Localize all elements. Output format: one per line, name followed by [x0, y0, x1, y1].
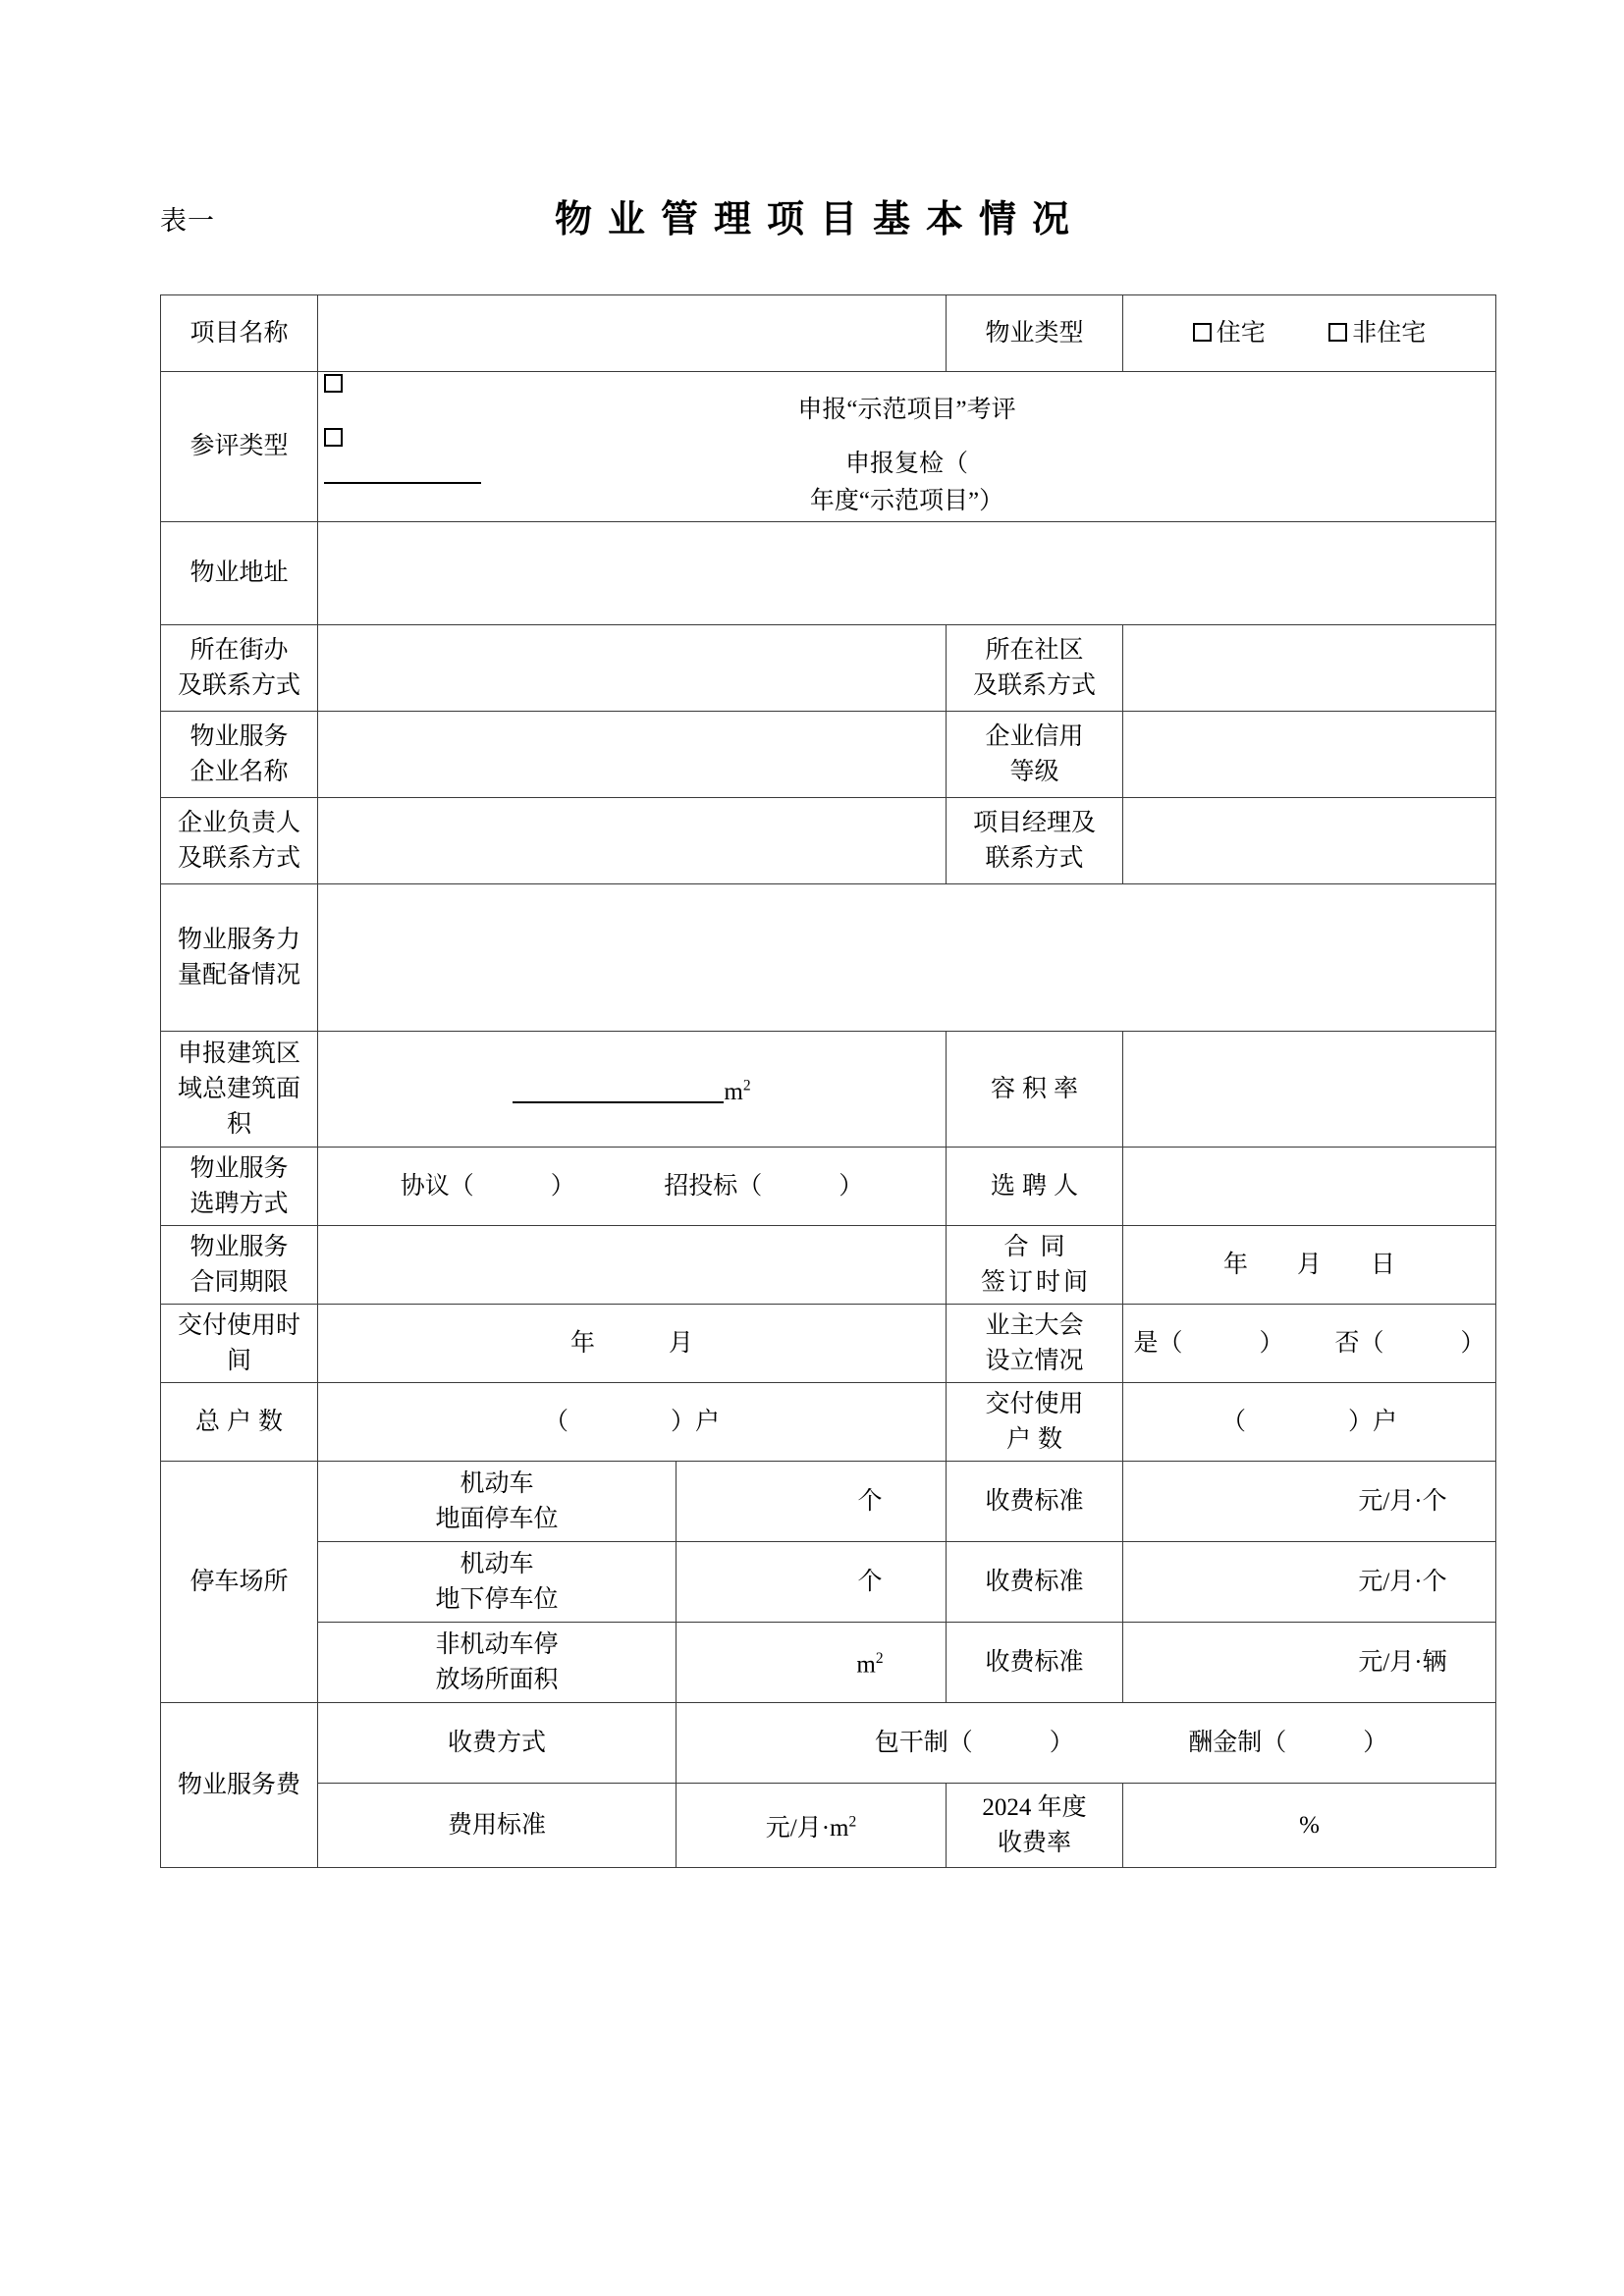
label-contract-term-line2: 合同期限	[189, 1268, 289, 1296]
charging-method-commission[interactable]: 酬金制（	[1188, 1729, 1287, 1756]
total-households-close: ）户	[671, 1408, 721, 1435]
label-parking-underground-line1: 机动车	[460, 1550, 534, 1577]
label-service-company-line2: 企业名称	[189, 758, 289, 785]
owners-meeting-no-end: ）	[1460, 1329, 1486, 1357]
value-selection-method[interactable]	[318, 1148, 947, 1226]
label-parking-surface	[318, 1462, 677, 1542]
value-contract-sign[interactable]: 年 月 日	[1123, 1226, 1496, 1305]
label-project-manager	[947, 798, 1123, 884]
parking-nonmotor-unit-sup: 2	[875, 1650, 884, 1668]
property-management-basic-info-table	[160, 294, 1496, 1868]
label-delivery-time-line1: 交付使用时	[177, 1311, 300, 1339]
label-company-head	[161, 798, 318, 884]
review-type-option-1-label: 申报“示范项目”考评	[797, 397, 1016, 423]
parking-nonmotor-unit: m	[856, 1651, 876, 1679]
value-credit-rating[interactable]	[1123, 712, 1496, 798]
label-contract-term-line1: 物业服务	[189, 1233, 289, 1260]
label-staffing	[161, 884, 318, 1032]
label-total-households: 总户数	[161, 1383, 318, 1462]
label-project-manager-line2: 联系方式	[985, 844, 1084, 872]
owners-meeting-yes-end: ）	[1259, 1329, 1284, 1357]
value-collection-rate[interactable]: %	[1123, 1784, 1496, 1868]
label-community-line2: 及联系方式	[972, 671, 1096, 699]
table-row-parking-surface	[161, 1462, 1496, 1542]
label-community	[947, 625, 1123, 712]
label-delivery-time-line2: 间	[226, 1347, 251, 1374]
label-parking-nonmotor	[318, 1623, 677, 1703]
label-company-head-line2: 及联系方式	[177, 844, 300, 872]
value-selector[interactable]	[1123, 1148, 1496, 1226]
declared-area-unit: m	[724, 1078, 743, 1105]
selection-option-bidding-end: ）	[839, 1172, 864, 1200]
owners-meeting-yes[interactable]: 是（	[1133, 1329, 1183, 1357]
label-residential: 住宅	[1216, 319, 1266, 347]
label-service-fee: 物业服务费	[161, 1703, 318, 1868]
value-parking-underground-count[interactable]	[677, 1542, 947, 1623]
selection-option-agreement-end: ）	[550, 1172, 575, 1200]
table-row-street-office	[161, 625, 1496, 712]
page-title: 物业管理项目基本情况	[554, 199, 1085, 240]
label-delivered-households-line1: 交付使用	[985, 1390, 1084, 1417]
label-parking-underground-line2: 地下停车位	[435, 1585, 559, 1613]
checkbox-residential[interactable]	[1193, 323, 1212, 342]
parking-underground-unit: 个	[857, 1568, 883, 1595]
table-row-delivery-time	[161, 1305, 1496, 1383]
fee-unit-underground: 元/月·个	[1358, 1568, 1447, 1595]
label-review-type: 参评类型	[161, 372, 318, 522]
value-street-office[interactable]	[318, 625, 947, 712]
label-selection-method	[161, 1148, 318, 1226]
label-declared-area-line3: 积	[226, 1110, 251, 1138]
value-delivered-households[interactable]	[1123, 1383, 1496, 1462]
label-contract-sign-line1: 合同	[1003, 1233, 1077, 1260]
value-service-company[interactable]	[318, 712, 947, 798]
table-row-contract-term	[161, 1226, 1496, 1305]
label-delivered-households	[947, 1383, 1123, 1462]
table-row-fee-criteria	[161, 1784, 1496, 1868]
table-row-service-company	[161, 712, 1496, 798]
value-company-head[interactable]	[318, 798, 947, 884]
table-row-review-type	[161, 372, 1496, 522]
label-property-address: 物业地址	[161, 522, 318, 625]
selection-option-agreement[interactable]: 协议（	[400, 1172, 474, 1200]
review-type-option-2-prefix: 申报复检（	[844, 451, 968, 477]
checkbox-declare-recheck[interactable]	[324, 428, 343, 447]
label-parking-nonmotor-line2: 放场所面积	[435, 1666, 559, 1693]
value-plot-ratio[interactable]	[1123, 1032, 1496, 1148]
table-row-declared-area	[161, 1032, 1496, 1148]
selection-option-bidding[interactable]: 招投标（	[664, 1172, 763, 1200]
label-street-office-line1: 所在街办	[189, 636, 289, 664]
label-plot-ratio: 容积率	[947, 1032, 1123, 1148]
review-type-option-1[interactable]	[324, 374, 1489, 428]
label-collection-rate-line2: 收费率	[997, 1829, 1071, 1856]
checkbox-nonresidential[interactable]	[1328, 323, 1347, 342]
value-property-address[interactable]	[318, 522, 1496, 625]
label-credit-rating-line1: 企业信用	[985, 722, 1084, 750]
value-fee-standard-surface[interactable]	[1123, 1462, 1496, 1542]
label-contract-sign-line2: 签订时间	[980, 1268, 1091, 1296]
declared-area-unit-sup: 2	[742, 1077, 751, 1095]
parking-surface-unit: 个	[857, 1487, 883, 1515]
value-fee-criteria[interactable]	[677, 1784, 947, 1868]
fee-unit-surface: 元/月·个	[1358, 1487, 1447, 1515]
form-code: 表一	[160, 206, 215, 236]
table-row-project-name	[161, 295, 1496, 372]
value-parking-nonmotor-area[interactable]	[677, 1623, 947, 1703]
table-row-selection-method	[161, 1148, 1496, 1226]
label-owners-meeting	[947, 1305, 1123, 1383]
label-declared-area-line2: 域总建筑面	[177, 1075, 300, 1102]
label-parking-nonmotor-line1: 非机动车停	[435, 1630, 559, 1658]
label-company-head-line1: 企业负责人	[177, 809, 300, 836]
table-row-total-households	[161, 1383, 1496, 1462]
label-delivery-time	[161, 1305, 318, 1383]
delivered-households-open: （	[1220, 1408, 1246, 1435]
label-collection-rate-line1: 2024 年度	[982, 1793, 1087, 1821]
label-fee-criteria: 费用标准	[318, 1784, 677, 1868]
value-total-households[interactable]	[318, 1383, 947, 1462]
label-fee-standard-surface: 收费标准	[947, 1462, 1123, 1542]
label-parking: 停车场所	[161, 1462, 318, 1703]
label-contract-sign	[947, 1226, 1123, 1305]
value-community[interactable]	[1123, 625, 1496, 712]
table-row-property-address	[161, 522, 1496, 625]
owners-meeting-no[interactable]: 否（	[1334, 1329, 1384, 1357]
review-type-option-2-suffix: 年度“示范项目”）	[809, 488, 1004, 514]
label-charging-method: 收费方式	[318, 1703, 677, 1784]
charging-method-lumpsum-end: ）	[1049, 1729, 1074, 1756]
fee-criteria-unit-sup: 2	[848, 1813, 857, 1831]
charging-method-commission-end: ）	[1363, 1729, 1388, 1756]
value-project-manager[interactable]	[1123, 798, 1496, 884]
total-households-open: （	[543, 1408, 568, 1435]
charging-method-lumpsum[interactable]: 包干制（	[874, 1729, 973, 1756]
checkbox-declare-model-project[interactable]	[324, 374, 343, 393]
review-type-option-2[interactable]	[324, 428, 1489, 519]
table-row-company-head	[161, 798, 1496, 884]
value-delivery-time[interactable]: 年 月	[318, 1305, 947, 1383]
label-service-company	[161, 712, 318, 798]
label-project-manager-line1: 项目经理及	[972, 809, 1096, 836]
label-selection-method-line1: 物业服务	[189, 1154, 289, 1182]
value-owners-meeting[interactable]	[1123, 1305, 1496, 1383]
table-row-charging-method	[161, 1703, 1496, 1784]
label-owners-meeting-line2: 设立情况	[985, 1347, 1084, 1374]
value-staffing[interactable]	[318, 884, 1496, 1032]
label-staffing-line1: 物业服务力	[177, 926, 300, 953]
label-credit-rating-line2: 等级	[1009, 758, 1059, 785]
label-parking-surface-line2: 地面停车位	[435, 1505, 559, 1532]
label-delivered-households-line2: 户数	[1005, 1425, 1069, 1453]
value-declared-area[interactable]	[318, 1032, 947, 1148]
value-charging-method[interactable]	[677, 1703, 1496, 1784]
delivered-households-close: ）户	[1348, 1408, 1398, 1435]
label-collection-rate	[947, 1784, 1123, 1868]
label-declared-area-line1: 申报建筑区	[177, 1040, 300, 1067]
document-header	[0, 194, 1624, 255]
value-contract-term[interactable]	[318, 1226, 947, 1305]
label-project-name: 项目名称	[161, 295, 318, 372]
table-row-parking-underground	[161, 1542, 1496, 1623]
value-parking-surface-count[interactable]	[677, 1462, 947, 1542]
value-fee-standard-underground[interactable]	[1123, 1542, 1496, 1623]
label-parking-surface-line1: 机动车	[460, 1469, 534, 1497]
label-nonresidential: 非住宅	[1352, 319, 1427, 347]
fee-unit-nonmotor: 元/月·辆	[1358, 1648, 1447, 1676]
label-fee-standard-underground: 收费标准	[947, 1542, 1123, 1623]
fee-criteria-unit: 元/月·m	[765, 1814, 849, 1842]
label-owners-meeting-line1: 业主大会	[985, 1311, 1084, 1339]
label-contract-term	[161, 1226, 318, 1305]
label-community-line1: 所在社区	[985, 636, 1084, 664]
label-selector: 选聘人	[947, 1148, 1123, 1226]
label-selection-method-line2: 选聘方式	[189, 1190, 289, 1217]
label-street-office	[161, 625, 318, 712]
table-row-parking-nonmotor	[161, 1623, 1496, 1703]
value-fee-standard-nonmotor[interactable]	[1123, 1623, 1496, 1703]
declared-area-input[interactable]	[513, 1101, 724, 1103]
table-row-staffing	[161, 884, 1496, 1032]
label-staffing-line2: 量配备情况	[177, 961, 300, 988]
label-property-type: 物业类型	[947, 295, 1123, 372]
label-street-office-line2: 及联系方式	[177, 671, 300, 699]
value-property-type[interactable]	[1123, 295, 1496, 372]
label-fee-standard-nonmotor: 收费标准	[947, 1623, 1123, 1703]
label-parking-underground	[318, 1542, 677, 1623]
value-review-type[interactable]	[318, 372, 1496, 522]
label-declared-area	[161, 1032, 318, 1148]
value-project-name[interactable]	[318, 295, 947, 372]
label-service-company-line1: 物业服务	[189, 722, 289, 750]
label-credit-rating	[947, 712, 1123, 798]
